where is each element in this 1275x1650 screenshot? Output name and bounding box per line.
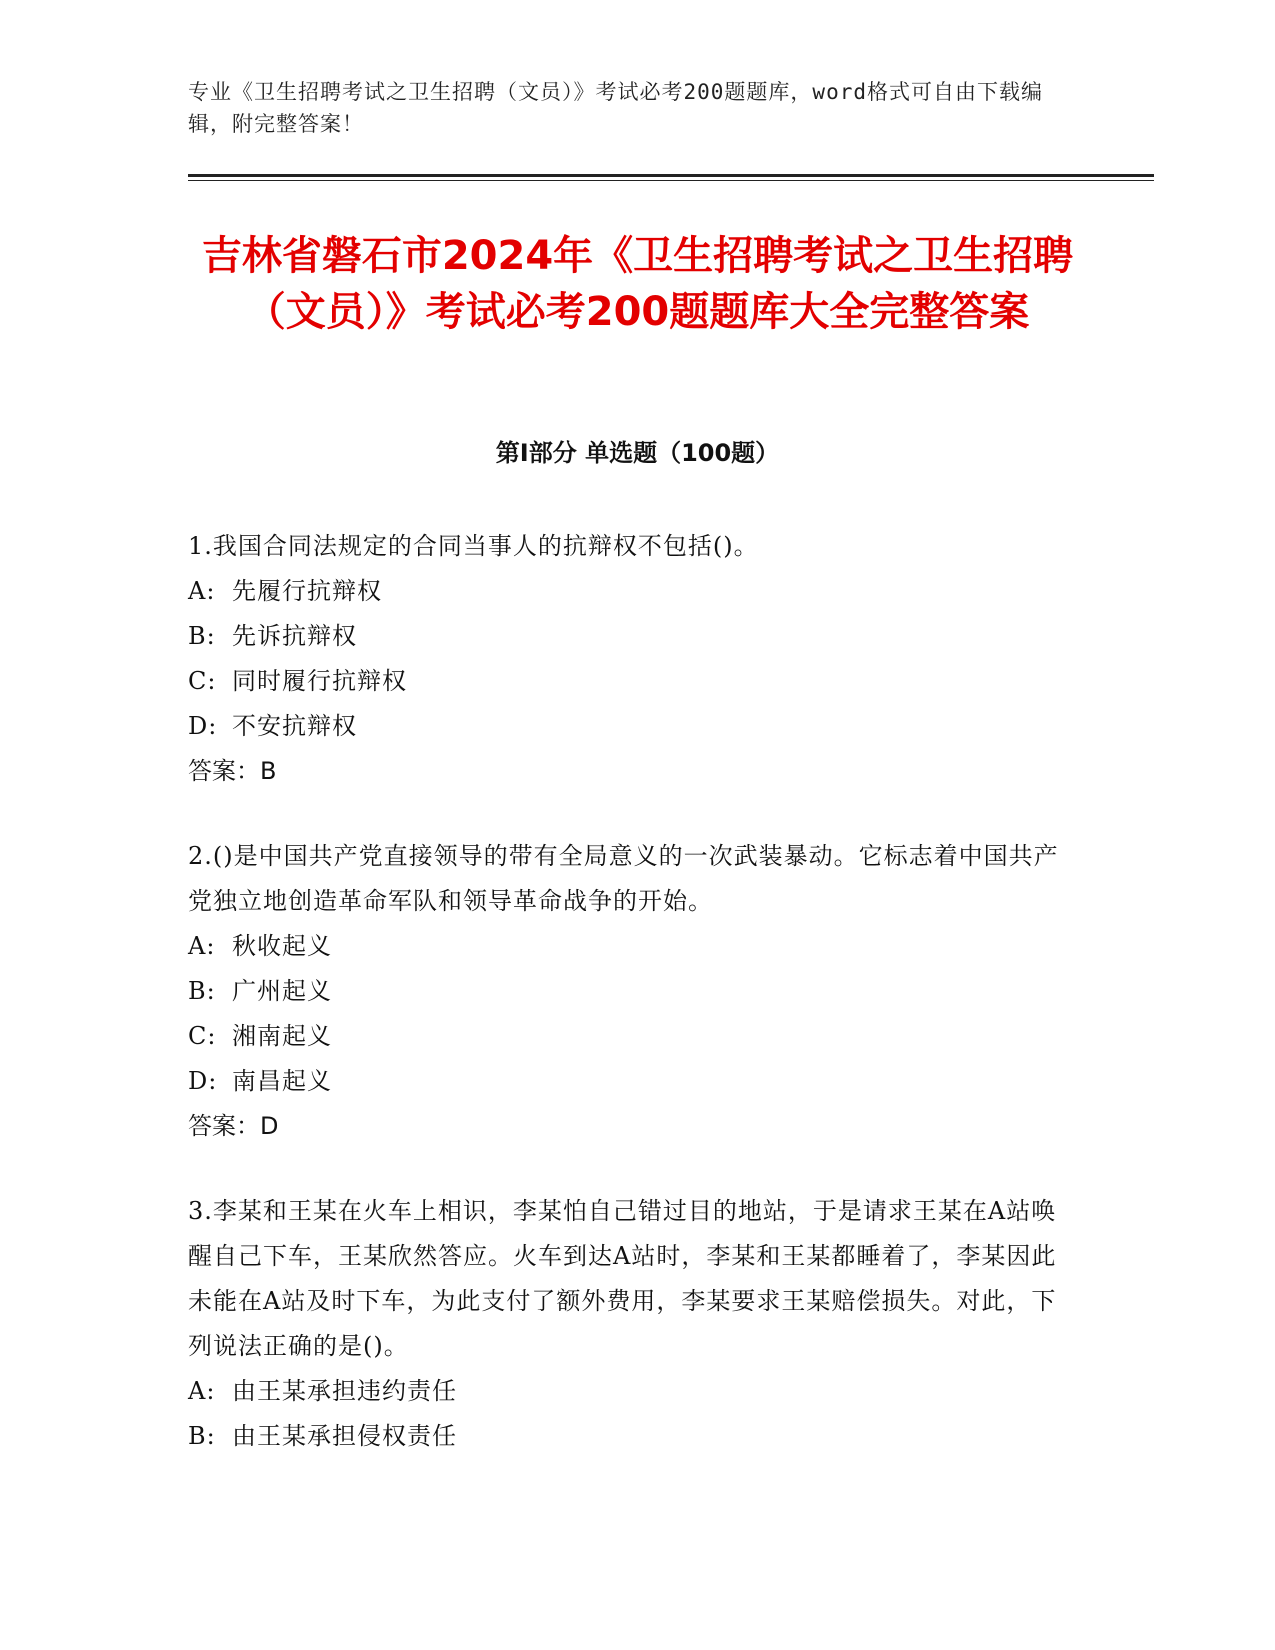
option-key: B:	[188, 622, 216, 650]
page-title: 吉林省磐石市2024年《卫生招聘考试之卫生招聘（文员）》考试必考200题题库大全完整答案	[201, 233, 1074, 335]
question-text: 2.()是中国共产党直接领导的带有全局意义的一次武装暴动。它标志着中国共产党独立地创造革命军队和领导革命战争的开始。	[188, 842, 1059, 915]
option-key: D:	[188, 1067, 218, 1095]
option-text: 秋收起义	[232, 932, 332, 960]
question-3	[188, 1189, 1068, 1459]
question-1	[188, 524, 1068, 794]
question-list	[188, 524, 1068, 1499]
option-key: D:	[188, 712, 218, 740]
option-a	[188, 569, 1068, 614]
header-divider-thin	[188, 180, 1154, 181]
option-text: 南昌起义	[232, 1067, 332, 1095]
question-text: 1.我国合同法规定的合同当事人的抗辩权不包括()。	[188, 532, 759, 560]
option-text: 广州起义	[232, 977, 332, 1005]
option-c	[188, 1014, 1068, 1059]
option-key: A:	[188, 1377, 216, 1405]
option-key: A:	[188, 932, 216, 960]
answer: 答案：D	[188, 1112, 279, 1140]
header-divider-thick	[188, 174, 1154, 177]
option-text: 不安抗辩权	[232, 712, 357, 740]
option-b	[188, 614, 1068, 659]
option-text: 先履行抗辩权	[232, 577, 382, 605]
section-title: 第Ⅰ部分 单选题（100题）	[495, 439, 780, 467]
option-a	[188, 924, 1068, 969]
option-b	[188, 969, 1068, 1014]
option-b	[188, 1414, 1068, 1459]
question-text: 3.李某和王某在火车上相识，李某怕自己错过目的地站，于是请求王某在A站唤醒自己下车，王某欣然答应。火车到达A站时，李某和王某都睡着了，李某因此未能在A站及时下车，为此支付了额外费用，李某要求王某赔偿损失。对此，下列说法正确的是()。	[188, 1197, 1057, 1360]
option-text: 同时履行抗辩权	[232, 667, 407, 695]
option-key: A:	[188, 577, 216, 605]
question-2	[188, 834, 1068, 1149]
option-key: C:	[188, 1022, 217, 1050]
header-note: 专业《卫生招聘考试之卫生招聘（文员）》考试必考200题题库，word格式可自由下载编辑，附完整答案！	[188, 80, 1043, 136]
option-text: 由王某承担侵权责任	[232, 1422, 457, 1450]
option-key: C:	[188, 667, 217, 695]
option-text: 湘南起义	[232, 1022, 332, 1050]
option-key: B:	[188, 1422, 216, 1450]
option-a	[188, 1369, 1068, 1414]
option-c	[188, 659, 1068, 704]
option-key: B:	[188, 977, 216, 1005]
option-text: 由王某承担违约责任	[232, 1377, 457, 1405]
option-text: 先诉抗辩权	[232, 622, 357, 650]
option-d	[188, 1059, 1068, 1104]
option-d	[188, 704, 1068, 749]
answer: 答案：B	[188, 757, 277, 785]
